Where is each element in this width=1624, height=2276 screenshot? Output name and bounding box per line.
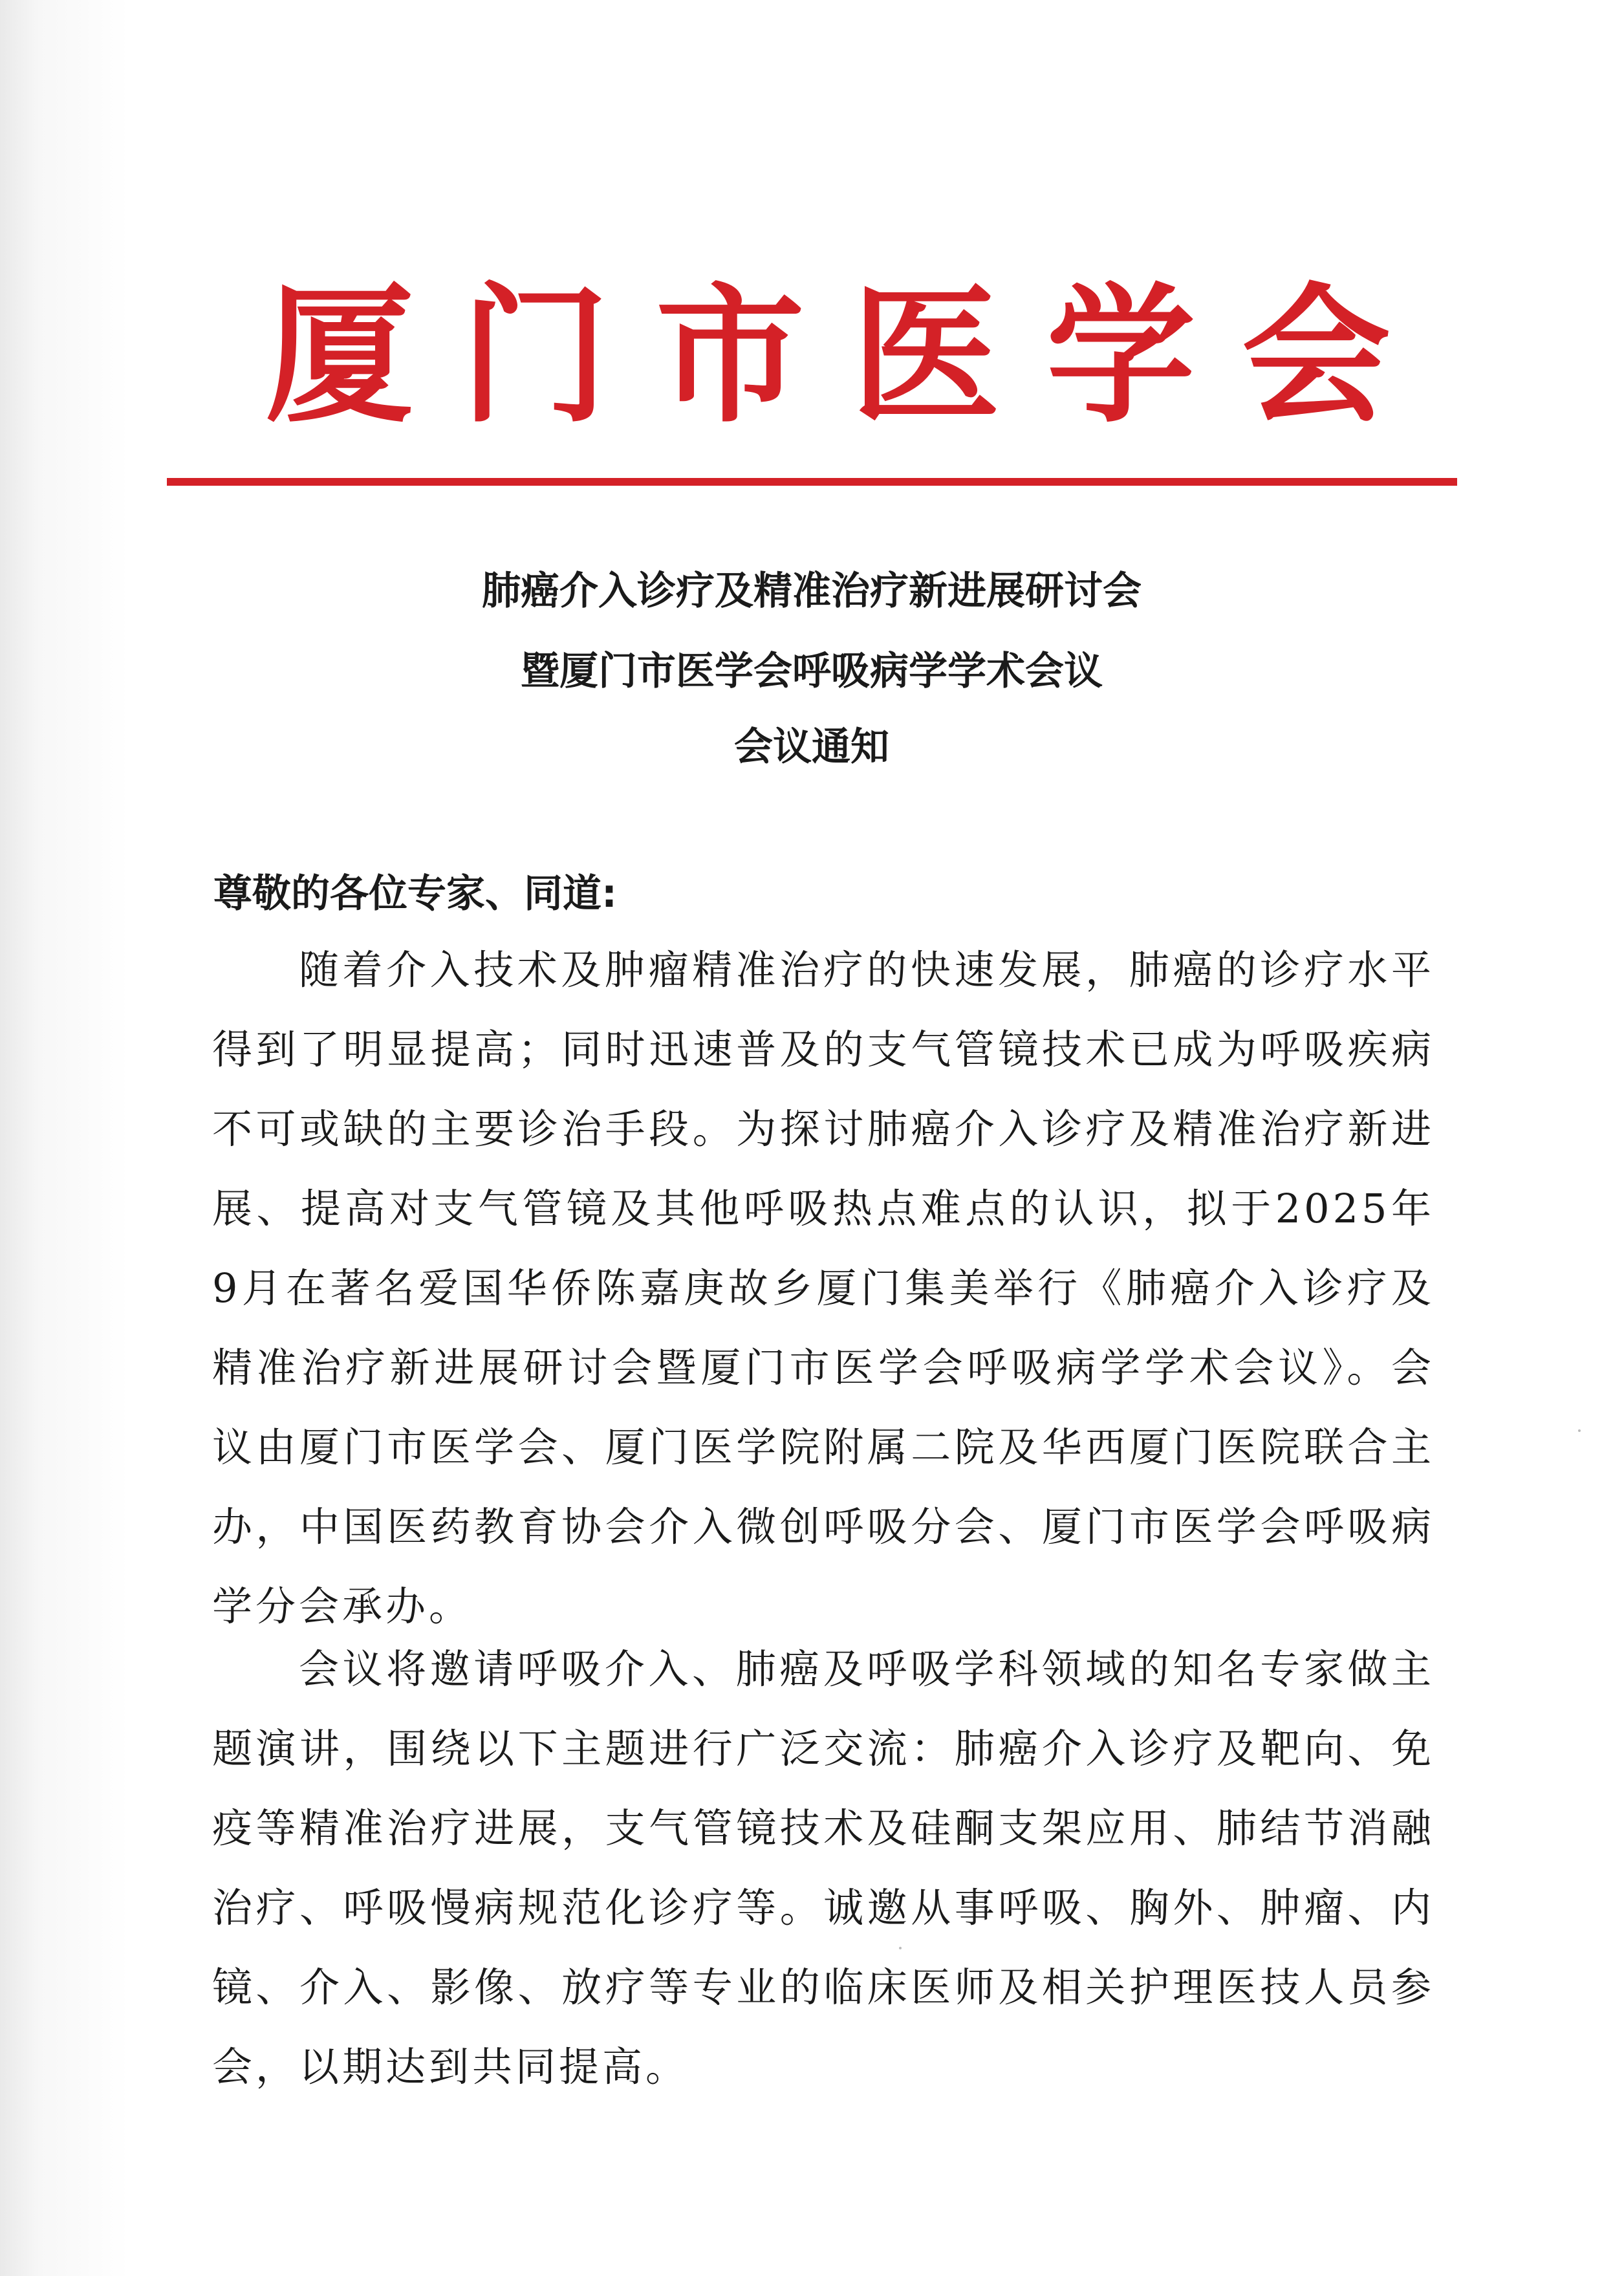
body-paragraph-2: 会议将邀请呼吸介入、肺癌及呼吸学科领域的知名专家做主题演讲，围绕以下主题进行广泛交流：肺癌介入诊疗及靶向、免疫等精准治疗进展，支气管镜技术及硅酮支架应用、肺结节消融治疗、呼吸慢病规范化诊疗等。诚邀从事呼吸、胸外、肿瘤、内镜、介入、影像、放疗等专业的临床医师及相关护理医技人员参会，以期达到共同提高。 [212, 1645, 1435, 2090]
letterhead-char: 学 [1046, 268, 1195, 443]
letterhead-char: 厦 [265, 268, 414, 443]
letterhead-title [259, 259, 1397, 453]
body-paragraph-1: 随着介入技术及肿瘤精准治疗的快速发展，肺癌的诊疗水平得到了明显提高；同时迅速普及的支气管镜技术已成为呼吸疾病不可或缺的主要诊治手段。为探讨肺癌介入诊疗及精准治疗新进展、提高对支气管镜及其他呼吸热点难点的认识，拟于2025年9月在著名爱国华侨陈嘉庚故乡厦门集美举行《肺癌介入诊疗及精准治疗新进展研讨会暨厦门市医学会呼吸病学学术会议》。会议由厦门市医学会、厦门医学院附属二院及华西厦门医院联合主办，中国医药教育协会介入微创呼吸分会、厦门市医学会呼吸病学分会承办。 [212, 946, 1435, 1630]
notice-title-line-3: 会议通知 [734, 724, 889, 770]
letterhead-divider [167, 478, 1457, 486]
notice-title-line-2: 暨厦门市医学会呼吸病学学术会议 [521, 649, 1103, 694]
notice-title-line-1: 肺癌介入诊疗及精准治疗新进展研讨会 [482, 569, 1142, 614]
scan-speck [1578, 1429, 1581, 1432]
scan-speck [899, 1947, 902, 1949]
letterhead-char: 市 [655, 268, 805, 443]
scan-shadow-edge [0, 0, 129, 2276]
letterhead-char: 门 [460, 268, 609, 443]
letterhead-char: 医 [850, 268, 1000, 443]
letterhead-char: 会 [1241, 268, 1391, 443]
salutation: 尊敬的各位专家、同道: [213, 871, 617, 916]
